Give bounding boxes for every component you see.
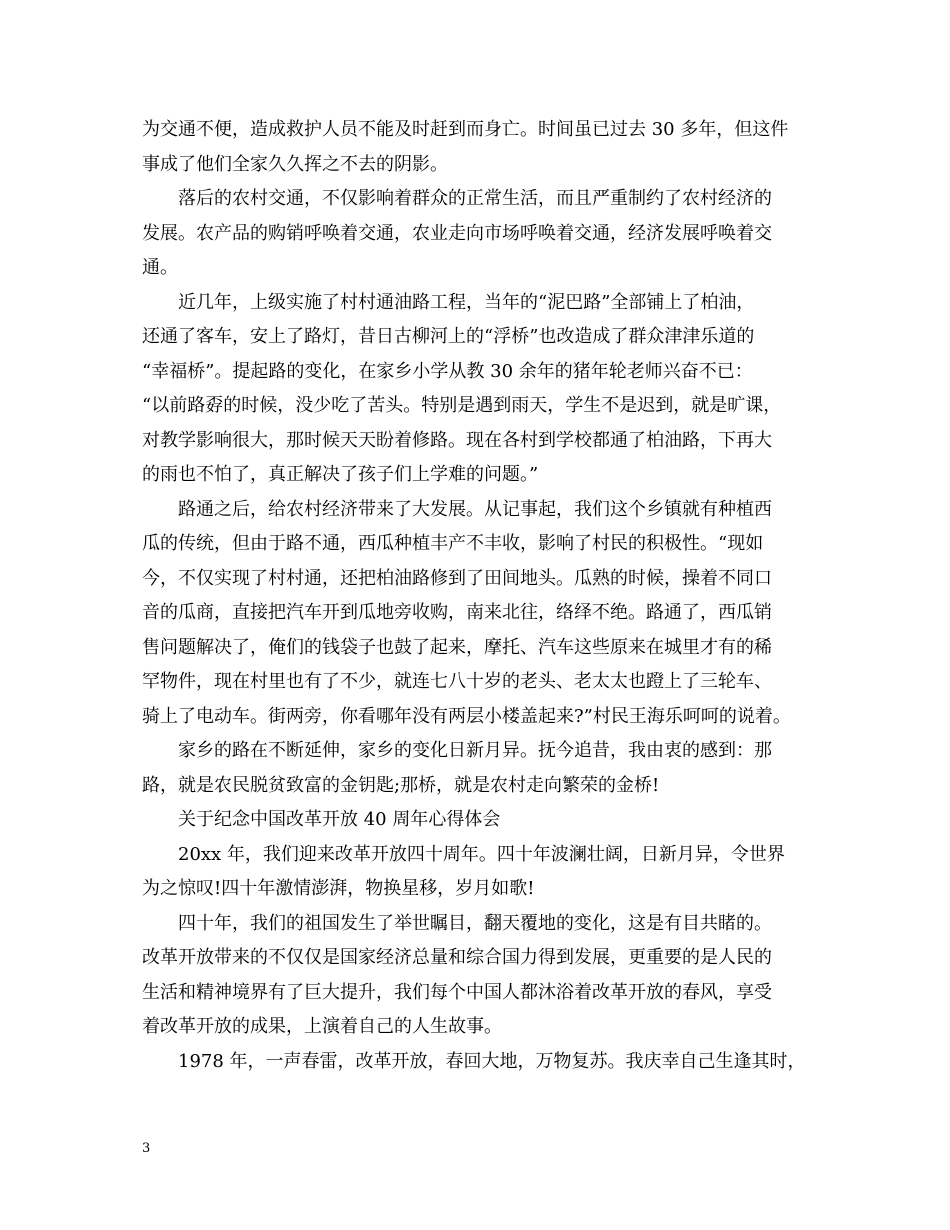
paragraph-first-line: 四十年，我们的祖国发生了举世瞩目，翻天覆地的变化，这是有目共睹的。 <box>178 912 772 934</box>
text-line: 音的瓜商，直接把汽车开到瓜地旁收购，南来北往，络绎不绝。路通了，西瓜销 <box>142 602 772 623</box>
text-line: 骑上了电动车。街两旁，你看哪年没有两层小楼盖起来?”村民王海乐呵呵的说着。 <box>142 705 791 727</box>
text-line: 今，不仅实现了村村通，还把柏油路修到了田间地头。瓜熟的时候，操着不同口 <box>142 567 772 589</box>
document-body <box>142 113 824 1079</box>
text-line: 为之惊叹!四十年激情澎湃，物换星移，岁月如歌! <box>142 878 535 899</box>
text-line: 对教学影响很大，那时候天天盼着修路。现在各村到学校都通了柏油路，下再大 <box>142 429 772 451</box>
text-line: 通。 <box>142 257 178 278</box>
text-line: “幸福桥”。提起路的变化，在家乡小学从教 30 余年的猪年轮老师兴奋不已： <box>142 360 753 382</box>
text-line: 罕物件，现在村里也有了不少，就连七八十岁的老头、老太太也蹬上了三轮车、 <box>142 671 772 692</box>
text-line: 售问题解决了，俺们的钱袋子也鼓了起来，摩托、汽车这些原来在城里才有的稀 <box>142 636 772 658</box>
paragraph-first-line: 20xx 年，我们迎来改革开放四十周年。四十年波澜壮阔，日新月异，令世界 <box>178 843 785 865</box>
text-line: “以前路孬的时候，没少吃了苦头。特别是遇到雨天，学生不是迟到，就是旷课， <box>142 395 782 416</box>
text-line: 改革开放带来的不仅仅是国家经济总量和综合国力得到发展，更重要的是人民的 <box>142 947 772 968</box>
text-line: 还通了客车，安上了路灯，昔日古柳河上的“浮桥”也改造成了群众津津乐道的 <box>142 326 755 347</box>
text-line: 生活和精神境界有了巨大提升，我们每个中国人都沐浴着改革开放的春风，享受 <box>142 981 772 1003</box>
text-line: 瓜的传统，但由于路不通，西瓜种植丰产不丰收，影响了村民的积极性。“现如 <box>142 533 764 554</box>
text-line: 的雨也不怕了，真正解决了孩子们上学难的问题。” <box>142 464 539 485</box>
paragraph-first-line: 路通之后，给农村经济带来了大发展。从记事起，我们这个乡镇就有种植西 <box>178 498 772 520</box>
paragraph-first-line: 关于纪念中国改革开放 40 周年心得体会 <box>178 809 501 830</box>
page-number: 3 <box>142 1141 151 1156</box>
text-line: 路，就是农民脱贫致富的金钥匙;那桥，就是农村走向繁荣的金桥! <box>142 774 660 796</box>
paragraph-first-line: 1978 年，一声春雷，改革开放，春回大地，万物复苏。我庆幸自己生逢其时， <box>178 1050 806 1072</box>
paragraph-first-line: 近几年，上级实施了村村通油路工程，当年的“泥巴路”全部铺上了柏油， <box>178 291 755 313</box>
text-line: 着改革开放的成果，上演着自己的人生故事。 <box>142 1016 502 1037</box>
paragraph-first-line: 落后的农村交通，不仅影响着群众的正常生活，而且严重制约了农村经济的 <box>178 188 772 209</box>
text-line: 发展。农产品的购销呼唤着交通，农业走向市场呼唤着交通，经济发展呼唤着交 <box>142 222 772 244</box>
paragraph-first-line: 家乡的路在不断延伸，家乡的变化日新月异。抚今追昔，我由衷的感到：那 <box>178 740 772 761</box>
text-line: 事成了他们全家久久挥之不去的阴影。 <box>142 153 448 175</box>
text-line: 为交通不便，造成救护人员不能及时赶到而身亡。时间虽已过去 30 多年，但这件 <box>142 119 789 140</box>
